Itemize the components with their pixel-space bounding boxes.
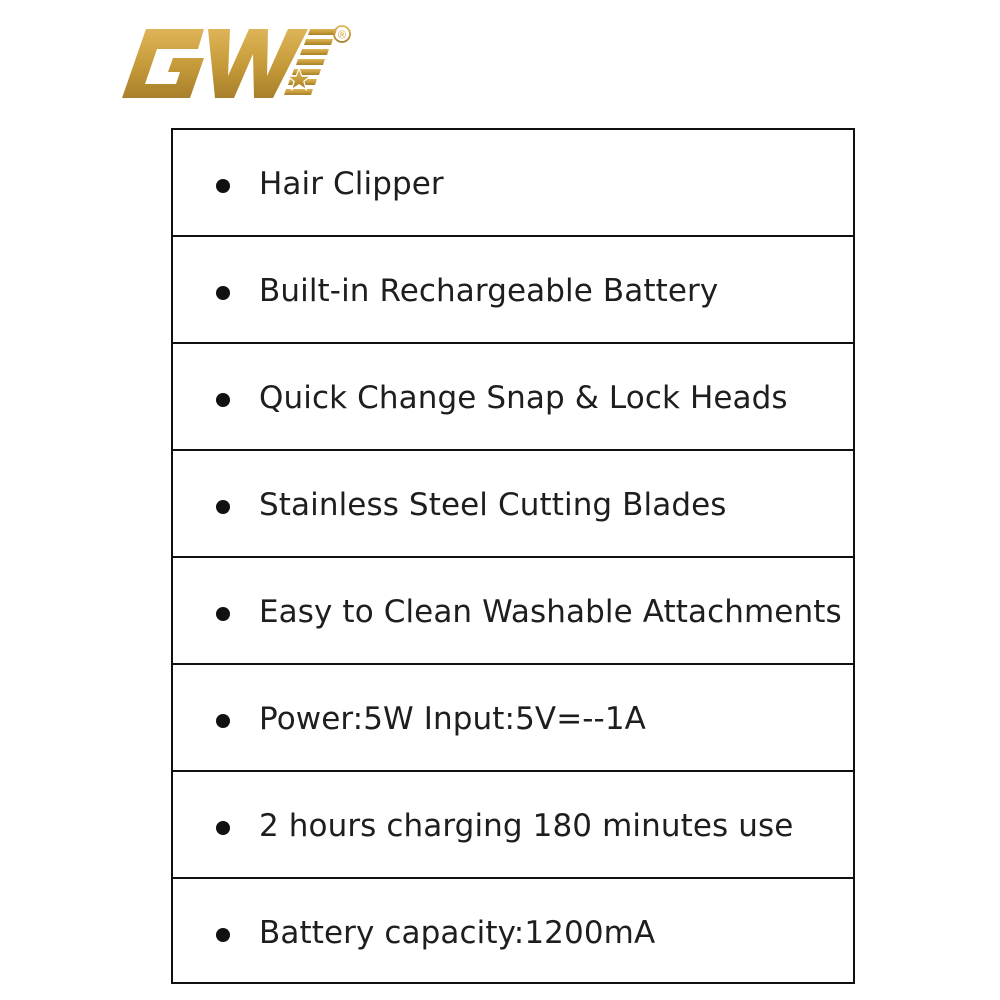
feature-row [173,665,853,772]
feature-row [173,344,853,451]
bullet-icon [216,500,230,514]
bullet-icon [216,179,230,193]
feature-text: Power:5W Input:5V=--1A [259,701,646,737]
feature-row [173,451,853,558]
gw-logo-icon [112,18,362,106]
feature-text: Hair Clipper [259,166,444,202]
feature-row [173,879,853,986]
feature-row [173,130,853,237]
feature-row [173,772,853,879]
feature-text: Easy to Clean Washable Attachments [259,594,842,630]
bullet-icon [216,393,230,407]
feature-row [173,237,853,344]
svg-text:®: ® [337,29,347,42]
registered-mark [334,26,350,42]
feature-text: Built-in Rechargeable Battery [259,273,719,309]
bullet-icon [216,928,230,942]
bullet-icon [216,607,230,621]
feature-row [173,558,853,665]
bullet-icon [216,286,230,300]
bullet-icon [216,821,230,835]
feature-text: Battery capacity:1200mA [259,915,656,951]
feature-text: Quick Change Snap & Lock Heads [259,380,788,416]
feature-table [171,128,855,984]
feature-text: Stainless Steel Cutting Blades [259,487,727,523]
feature-text: 2 hours charging 180 minutes use [259,808,794,844]
bullet-icon [216,714,230,728]
